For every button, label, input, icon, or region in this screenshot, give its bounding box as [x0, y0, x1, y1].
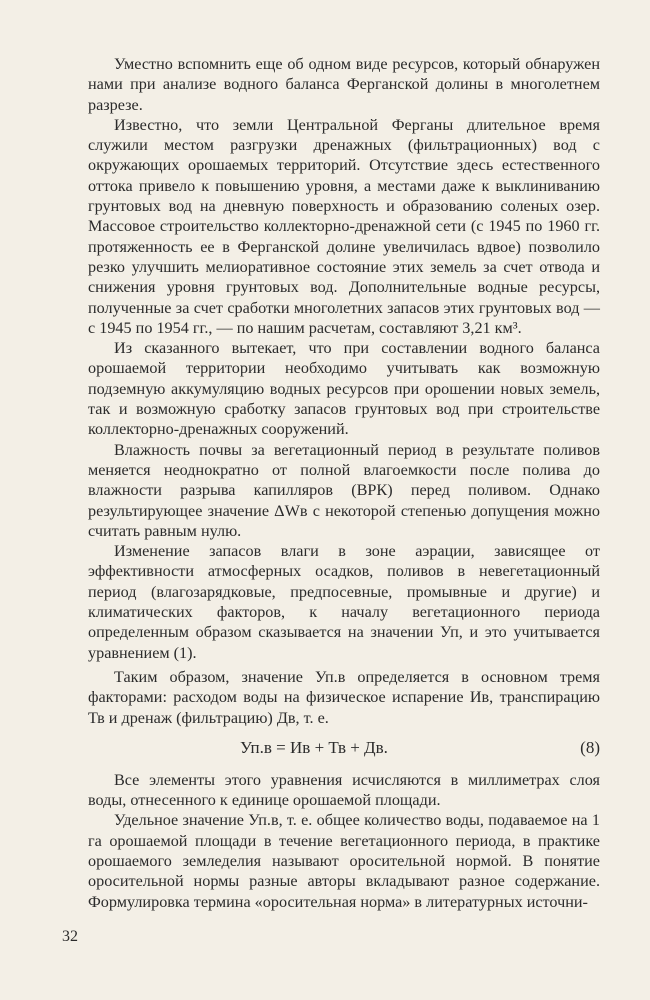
equation-8	[88, 730, 600, 770]
paragraph-3: Из сказанного вытекает, что при составлении водного баланса орошаемой территории необходимо учитывать как возможную подземную аккумуляцию водных ресурсов при орошении новых земель, так и возможную сработку запасов грунтовых вод при строительстве коллекторно-дренажных сооружений.	[88, 339, 600, 439]
paragraph-2: Известно, что земли Центральной Ферганы длительное время служили местом разгрузки дренажных (фильтрационных) вод с окружающих орошаемых территорий. Отсутствие здесь естественного оттока привело к повышению уровня, а местами даже к выклиниванию грунтовых вод на дневную поверхность и образованию соленых озер. Массовое строительство коллекторно-дренажной сети (с 1945 по 1960 гг. протяженность ее в Ферганской долине увеличилась вдвое) позволило резко улучшить мелиоративное состояние этих земель за счет отвода и снижения уровня грунтовых вод. Дополнительные водные ресурсы, полученные за счет сработки многолетних запасов этих грунтовых вод — с 1945 по 1954 гг., — по нашим расчетам, составляют 3,21 км³.	[88, 115, 600, 337]
paragraph-8: Удельное значение Уп.в, т. е. общее количество воды, подаваемое на 1 га орошаемой площади в течение вегетационного периода, в практике орошаемого земледелия называют оросительной нормой. В понятие оросительной нормы разные авторы вкладывают разное содержание. Формулировка термина «оросительная норма» в литературных источни-	[88, 811, 600, 911]
paragraph-6: Таким образом, значение Уп.в определяется в основном тремя факторами: расходом воды на физическое испарение Ив, транспирацию Тв и дренаж (фильтрацию) Дв, т. е.	[88, 667, 600, 727]
body-text	[88, 54, 600, 912]
paragraph-5: Изменение запасов влаги в зоне аэрации, зависящее от эффективности атмосферных осадков, поливов в невегетационный период (влагозарядковые, предпосевные, промывные и другие) и климатических факторов, к началу вегетационного периода определенным образом сказывается на значении Уп, и это учитывается уравнением (1).	[88, 542, 600, 662]
page-number: 32	[62, 928, 78, 945]
equation-number: (8)	[580, 737, 600, 757]
paragraph-4: Влажность почвы за вегетационный период в результате поливов меняется неоднократно от полной влагоемкости после полива до влажности разрыва капилляров (ВРК) перед поливом. Однако результирующее значение ΔWв с некоторой степенью допущения можно считать равным нулю.	[88, 440, 600, 540]
equation-lhs: Уп.в	[240, 737, 272, 757]
paragraph-1: Уместно вспомнить еще об одном виде ресурсов, который обнаружен нами при анализе водного баланса Ферганской долины в многолетнем разрезе.	[88, 55, 600, 114]
equation-rhs: Ив + Тв + Дв.	[290, 737, 388, 757]
paragraph-7: Все элементы этого уравнения исчисляются в миллиметрах слоя воды, отнесенного к единице орошаемой площади.	[88, 770, 600, 810]
equation-body: Уп.в = Ив + Тв + Дв.	[240, 737, 388, 757]
